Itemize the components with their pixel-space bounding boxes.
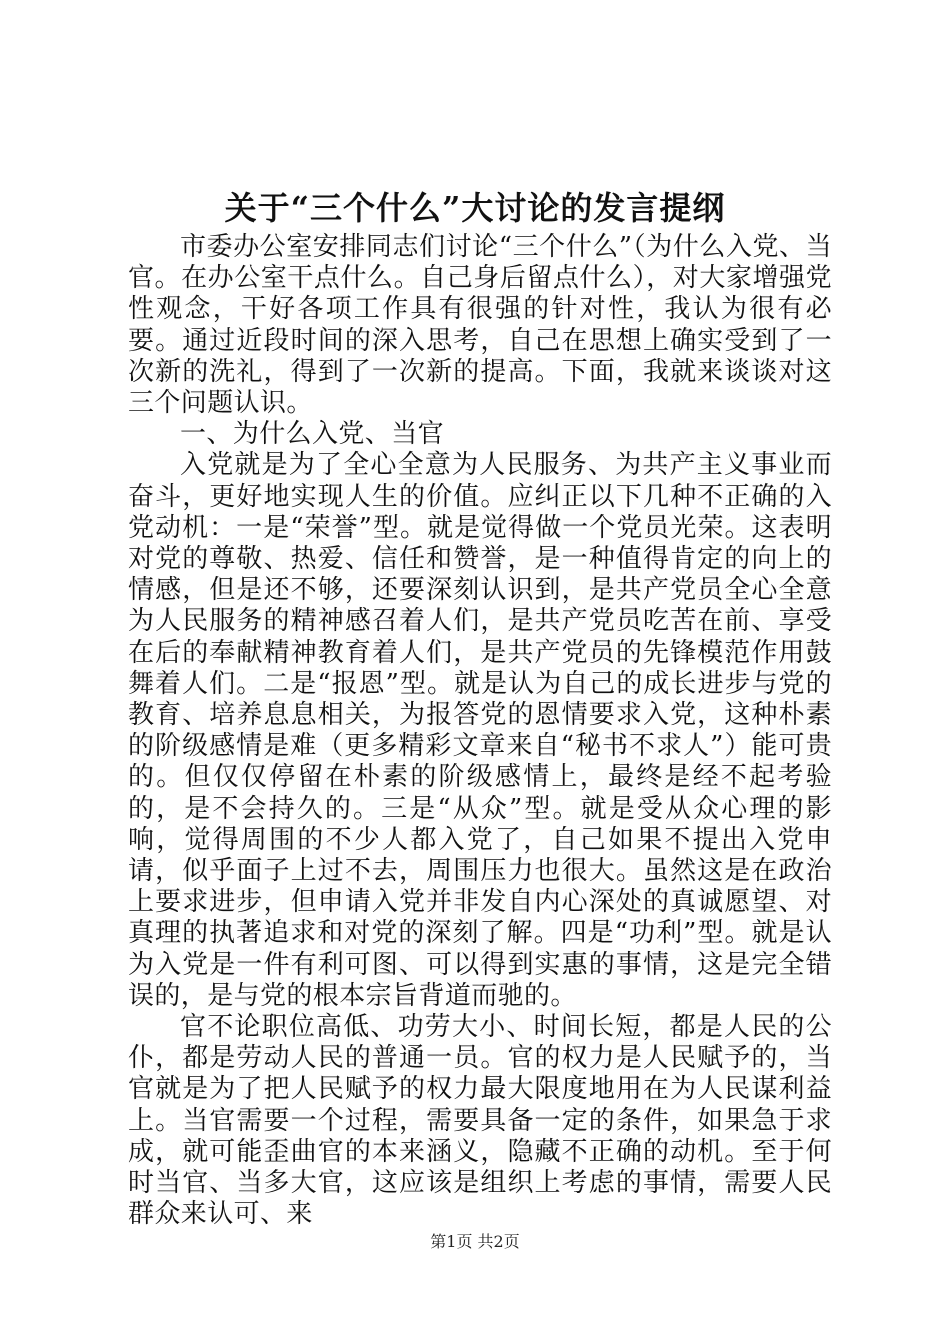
body-paragraph: 官不论职位高低、功劳大小、时间长短，都是人民的公仆，都是劳动人民的普通一员。官的权力是人民赋予的，当官就是为了把人民赋予的权力最大限度地用在为人民谋利益上。当官需要一个过程，需要具备一定的条件，如果急于求成，就可能歪曲官的本来涵义，隐藏不正确的动机。至于何时当官、当多大官，这应该是组织上考虑的事情，需要人民群众来认可、来 — [128, 1012, 832, 1230]
document-title: 关于“三个什么”大讨论的发言提纲 — [224, 189, 726, 227]
section-heading: 一、为什么入党、当官 — [180, 419, 445, 450]
document-body — [128, 232, 832, 1231]
intro-paragraph: 市委办公室安排同志们讨论“三个什么”（为什么入党、当官。在办公室干点什么。自己身后留点什么），对大家增强党性观念，干好各项工作具有很强的针对性，我认为很有必要。通过近段时间的深入思考，自己在思想上确实受到了一次新的洗礼，得到了一次新的提高。下面，我就来谈谈对这三个问题认识。 — [128, 232, 832, 419]
page-footer: 第1页 共2页 — [430, 1232, 520, 1251]
body-paragraph: 入党就是为了全心全意为人民服务、为共产主义事业而奋斗，更好地实现人生的价值。应纠正以下几种不正确的入党动机：一是“荣誉”型。就是觉得做一个党员光荣。这表明对党的尊敬、热爱、信任和赞誉，是一种值得肯定的向上的情感，但是还不够，还要深刻认识到，是共产党员全心全意为人民服务的精神感召着人们，是共产党员吃苦在前、享受在后的奉献精神教育着人们，是共产党员的先锋模范作用鼓舞着人们。二是“报恩”型。就是认为自己的成长进步与党的教育、培养息息相关，为报答党的恩情要求入党，这种朴素的阶级感情是难（更多精彩文章来自“秘书不求人”）能可贵的。但仅仅停留在朴素的阶级感情上，最终是经不起考验的，是不会持久的。三是“从众”型。就是受从众心理的影响，觉得周围的不少人都入党了，自己如果不提出入党申请，似乎面子上过不去，周围压力也很大。虽然这是在政治上要求进步，但申请入党并非发自内心深处的真诚愿望、对真理的执著追求和对党的深刻了解。四是“功利”型。就是认为入党是一件有利可图、可以得到实惠的事情，这是完全错误的，是与党的根本宗旨背道而驰的。 — [128, 450, 832, 1011]
